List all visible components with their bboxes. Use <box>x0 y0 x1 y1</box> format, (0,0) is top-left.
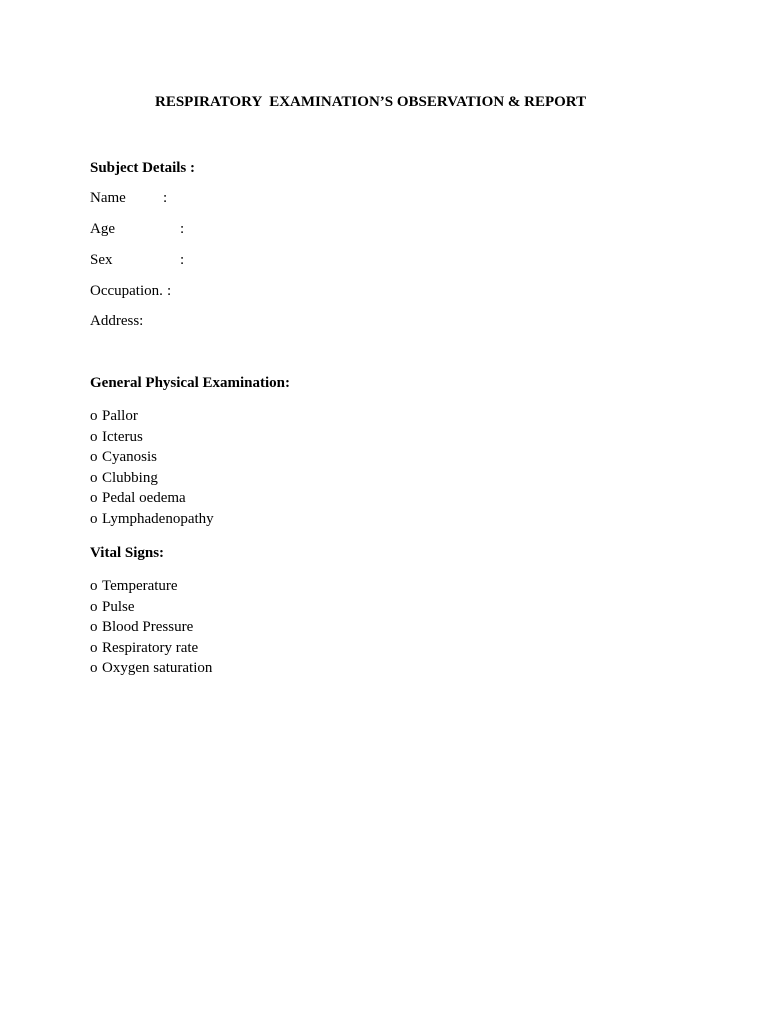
field-age-label: Age <box>90 221 115 237</box>
bullet-icon: o <box>90 490 98 506</box>
list-item: o Lymphadenopathy <box>90 509 214 530</box>
bullet-icon: o <box>90 469 98 486</box>
field-name-label: Name <box>90 190 126 206</box>
field-name-colon: : <box>163 190 168 206</box>
list-item: o Oxygen saturation <box>90 658 212 679</box>
list-item: o Temperature <box>90 576 212 597</box>
list-item: o Respiratory rate <box>90 638 212 659</box>
vital-signs-heading: Vital Signs: <box>90 545 165 561</box>
field-age-colon: : <box>180 221 185 237</box>
field-occupation-label: Occupation. <box>90 283 163 299</box>
list-item: o Pedal oedema <box>90 488 214 509</box>
field-address-label: Address: <box>90 313 144 329</box>
document-title: RESPIRATORY EXAMINATION’S OBSERVATION & REPORT <box>155 94 587 110</box>
field-sex-label: Sex <box>90 252 113 268</box>
general-physical-examination-heading: General Physical Examination: <box>90 375 290 391</box>
vital-signs-list <box>90 576 212 679</box>
list-item: o Blood Pressure <box>90 617 212 638</box>
subject-details-heading: Subject Details : <box>90 160 195 176</box>
field-sex-row <box>90 252 185 272</box>
field-name-row <box>90 190 168 210</box>
field-age-row <box>90 221 185 241</box>
list-item: o Pulse <box>90 597 212 618</box>
bullet-icon: o <box>90 449 98 465</box>
bullet-icon: o <box>90 428 98 445</box>
bullet-icon: o <box>90 639 98 656</box>
field-occupation-colon: : <box>167 283 172 299</box>
list-item: o Cyanosis <box>90 447 214 468</box>
list-item: o Pallor <box>90 406 214 427</box>
bullet-icon: o <box>90 660 98 676</box>
field-sex-colon: : <box>180 252 185 268</box>
bullet-icon: o <box>90 578 98 594</box>
list-item: o Icterus <box>90 427 214 448</box>
general-physical-examination-list <box>90 406 214 529</box>
bullet-icon: o <box>90 619 98 635</box>
field-occupation-row <box>90 283 172 303</box>
list-item: o Clubbing <box>90 468 214 489</box>
field-address-row <box>90 313 144 333</box>
bullet-icon: o <box>90 510 98 527</box>
bullet-icon: o <box>90 408 98 424</box>
bullet-icon: o <box>90 598 98 615</box>
